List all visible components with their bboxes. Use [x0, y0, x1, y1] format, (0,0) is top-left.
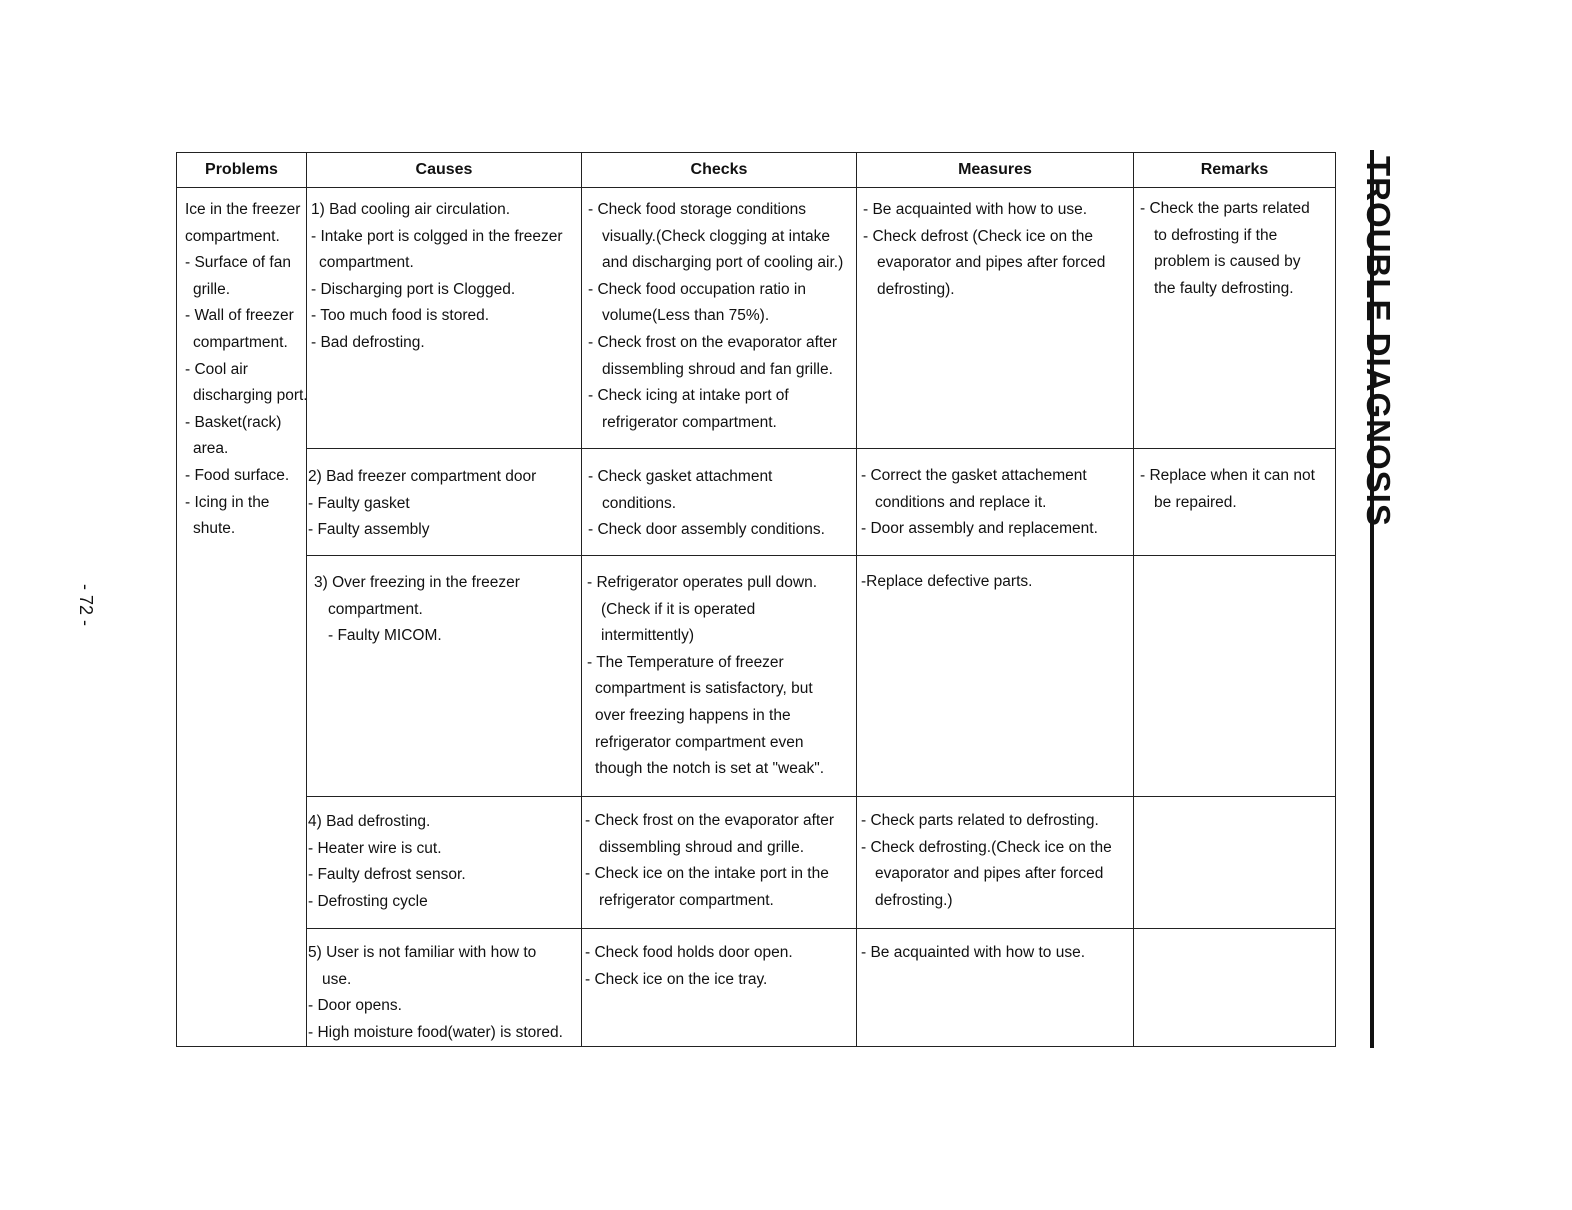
measure-line: - Be acquainted with how to use.: [863, 201, 1088, 218]
measure-line: - Check defrosting.(Check ice on the: [861, 838, 1112, 856]
causes-cell-5: [308, 940, 563, 1046]
header-problems: Problems: [205, 161, 278, 178]
measures-cell-2: [861, 463, 1098, 543]
measure-line: defrosting.): [875, 891, 953, 909]
problem-line: grille.: [193, 280, 231, 298]
row-divider: [306, 796, 1335, 797]
measure-line: - Check parts related to defrosting.: [861, 812, 1099, 829]
check-line: - Check frost on the evaporator after: [588, 333, 837, 351]
cause-line: 5) User is not familiar with how to: [308, 944, 537, 961]
causes-cell-4: [308, 809, 466, 915]
check-line: and discharging port of cooling air.): [602, 254, 844, 272]
check-line: dissembling shroud and grille.: [599, 838, 805, 856]
measure-line: evaporator and pipes after forced: [877, 254, 1106, 272]
problems-cell: [185, 197, 308, 543]
problem-line: - Cool air: [185, 360, 248, 378]
trouble-diagnosis-table: [176, 152, 1336, 1047]
problem-line: discharging port.: [193, 387, 308, 405]
check-line: (Check if it is operated: [601, 600, 756, 618]
checks-cell-3: [587, 570, 824, 783]
col-divider: [581, 153, 582, 1046]
remarks-cell-1: [1140, 196, 1310, 302]
check-line: - Check ice on the ice tray.: [585, 970, 768, 988]
check-line: - Check food occupation ratio in: [588, 280, 806, 298]
section-title: TROUBLE DIAGNOSIS: [1360, 156, 1397, 527]
causes-cell-3: [314, 570, 520, 650]
check-line: over freezing happens in the: [595, 706, 791, 724]
check-line: though the notch is set at "weak".: [595, 760, 825, 778]
checks-cell-1: [588, 197, 843, 436]
col-divider: [856, 153, 857, 1046]
measure-line: - Check defrost (Check ice on the: [863, 227, 1094, 245]
check-line: - Check icing at intake port of: [588, 387, 789, 405]
cause-line: - Faulty assembly: [308, 521, 430, 539]
header-remarks: Remarks: [1200, 161, 1269, 178]
check-line: - Check door assembly conditions.: [588, 521, 825, 539]
header-measures: Measures: [958, 161, 1032, 178]
remarks-cell-2: [1140, 463, 1315, 516]
check-line: - Check gasket attachment: [588, 468, 773, 485]
problem-line: - Wall of freezer: [185, 307, 294, 325]
row-divider: [306, 928, 1335, 929]
problem-line: Ice in the freezer: [185, 201, 301, 218]
measure-line: - Be acquainted with how to use.: [861, 944, 1086, 961]
problem-line: compartment.: [193, 333, 288, 351]
cause-line: 2) Bad freezer compartment door: [308, 468, 537, 485]
measures-cell-5: [861, 940, 1085, 967]
row-divider: [306, 555, 1335, 556]
check-line: intermittently): [601, 627, 695, 645]
cause-line: 4) Bad defrosting.: [308, 813, 431, 830]
measure-line: - Correct the gasket attachement: [861, 467, 1087, 484]
measure-line: - Door assembly and replacement.: [861, 520, 1098, 538]
problem-line: - Surface of fan: [185, 254, 291, 272]
problem-line: area.: [193, 440, 229, 458]
page-number: - 72 -: [76, 584, 96, 627]
problem-line: - Icing in the: [185, 493, 270, 511]
check-line: - Refrigerator operates pull down.: [587, 574, 818, 591]
remark-line: the faulty defrosting.: [1154, 279, 1294, 297]
check-line: - The Temperature of freezer: [587, 653, 784, 671]
cause-line: - Faulty defrost sensor.: [308, 866, 466, 884]
cause-line: - Too much food is stored.: [311, 307, 490, 325]
cause-line: use.: [322, 970, 352, 988]
causes-cell-1: [311, 197, 563, 357]
cause-line: compartment.: [328, 600, 423, 618]
remark-line: - Check the parts related: [1140, 200, 1310, 217]
header-divider: [177, 187, 1335, 188]
cause-line: - Bad defrosting.: [311, 333, 425, 351]
check-line: - Check frost on the evaporator after: [585, 812, 834, 829]
cause-line: - Heater wire is cut.: [308, 839, 442, 857]
cause-line: - Defrosting cycle: [308, 892, 428, 910]
problem-line: - Basket(rack): [185, 413, 282, 431]
remark-line: to defrosting if the: [1154, 226, 1278, 244]
row-divider: [306, 448, 1335, 449]
check-line: refrigerator compartment.: [602, 413, 777, 431]
measure-line: -Replace defective parts.: [861, 573, 1033, 590]
checks-cell-4: [585, 808, 834, 914]
check-line: - Check food holds door open.: [585, 944, 793, 961]
cause-line: - High moisture food(water) is stored.: [308, 1023, 563, 1041]
cause-line: - Faulty MICOM.: [328, 627, 442, 645]
check-line: dissembling shroud and fan grille.: [602, 360, 833, 378]
check-line: refrigerator compartment even: [595, 733, 804, 751]
cause-line: - Door opens.: [308, 997, 402, 1015]
col-divider: [1133, 153, 1134, 1046]
remark-line: problem is caused by: [1154, 253, 1301, 271]
causes-cell-2: [308, 464, 536, 544]
measure-line: conditions and replace it.: [875, 493, 1047, 511]
check-line: volume(Less than 75%).: [602, 307, 770, 325]
check-line: compartment is satisfactory, but: [595, 680, 813, 698]
measures-cell-4: [861, 808, 1112, 914]
cause-line: 3) Over freezing in the freezer: [314, 574, 520, 591]
cause-line: compartment.: [319, 254, 414, 272]
problem-line: shute.: [193, 520, 236, 538]
measures-cell-1: [863, 197, 1105, 303]
measures-cell-3: [861, 569, 1032, 596]
cause-line: - Intake port is colgged in the freezer: [311, 227, 563, 245]
cause-line: 1) Bad cooling air circulation.: [311, 201, 511, 218]
header-causes: Causes: [415, 161, 473, 178]
header-checks: Checks: [690, 161, 748, 178]
measure-line: defrosting).: [877, 280, 955, 298]
problem-line: - Food surface.: [185, 466, 290, 484]
problem-line: compartment.: [185, 227, 280, 245]
cause-line: - Discharging port is Clogged.: [311, 280, 516, 298]
checks-cell-2: [588, 464, 825, 544]
check-line: - Check ice on the intake port in the: [585, 865, 829, 883]
cause-line: - Faulty gasket: [308, 494, 410, 512]
check-line: - Check food storage conditions: [588, 201, 806, 218]
check-line: refrigerator compartment.: [599, 891, 774, 909]
measure-line: evaporator and pipes after forced: [875, 865, 1104, 883]
check-line: visually.(Check clogging at intake: [602, 227, 831, 245]
remark-line: be repaired.: [1154, 493, 1237, 511]
check-line: conditions.: [602, 494, 677, 512]
checks-cell-5: [585, 940, 793, 993]
remark-line: - Replace when it can not: [1140, 467, 1315, 484]
